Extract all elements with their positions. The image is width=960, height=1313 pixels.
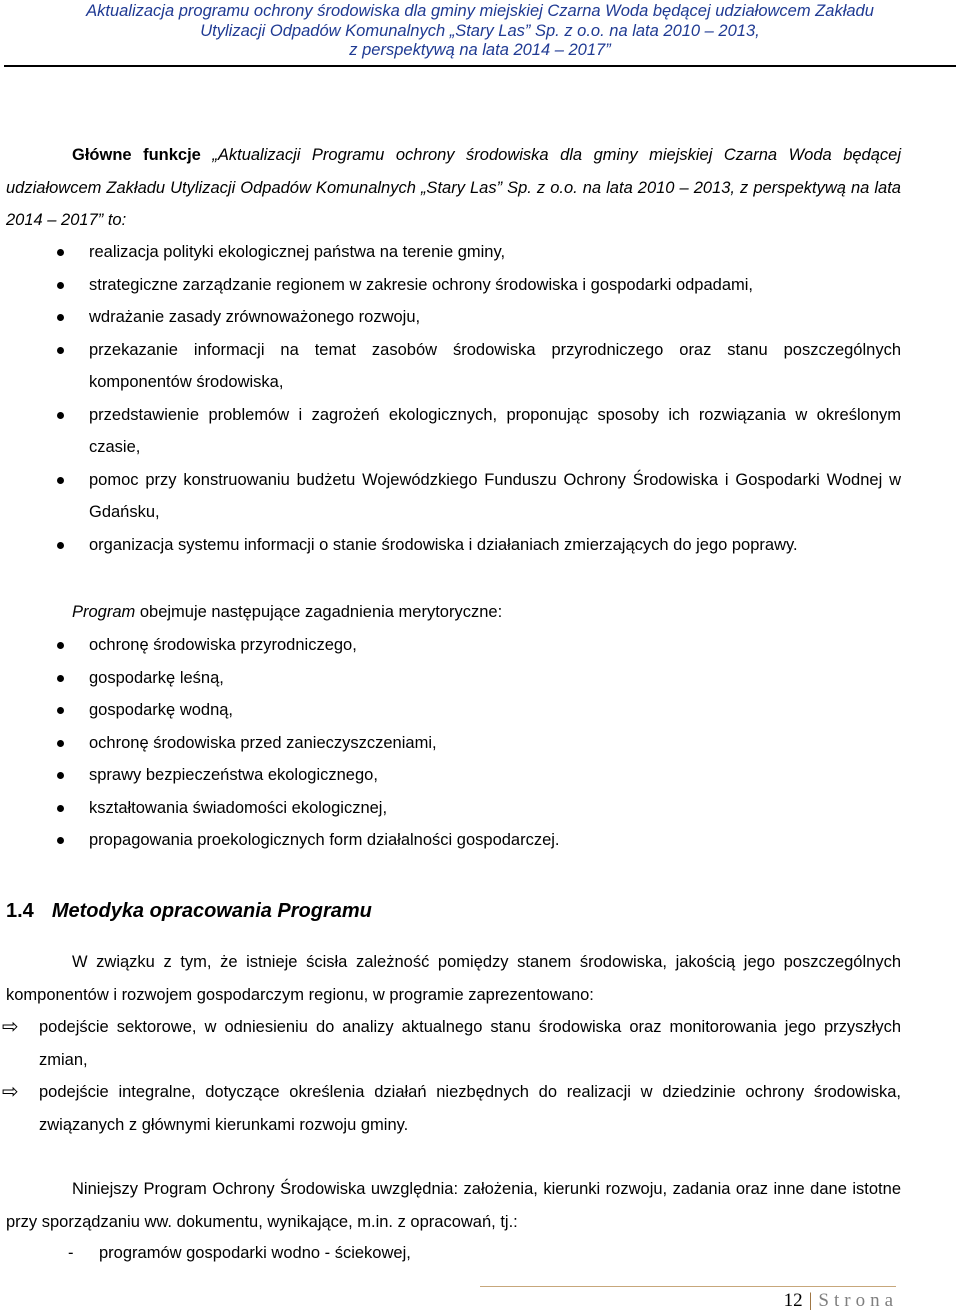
bullet-icon bbox=[57, 477, 64, 484]
section-heading bbox=[6, 895, 372, 927]
topic-item-text: propagowania proekologicznych form działalności gospodarczej. bbox=[89, 831, 560, 849]
page-number: 12 bbox=[783, 1290, 803, 1311]
bullet-icon bbox=[57, 675, 64, 682]
topic-item bbox=[6, 824, 901, 857]
closing-paragraph bbox=[6, 1173, 901, 1238]
topic-item-text: gospodarkę leśną, bbox=[89, 668, 224, 687]
approaches-list bbox=[2, 1011, 901, 1141]
method-text: W związku z tym, że istnieje ścisła zależność pomiędzy stanem środowiska, jakością jego poszczególnych komponentów i rozwojem gospodarczym regionu, w programie zaprezentowano: bbox=[6, 953, 901, 1004]
closing-text: Niniejszy Program Ochrony Środowiska uwzględnia: założenia, kierunki rozwoju, zadania oraz inne dane istotne przy sporządzaniu ww. dokumentu, wynikające, m.in. z opracowań, tj.: bbox=[6, 1180, 901, 1231]
topics-list bbox=[6, 629, 901, 857]
intro-paragraph bbox=[6, 139, 901, 237]
intro-italic: „Aktualizacji Programu ochrony środowiska dla gminy miejskiej Czarna Woda będącej udziałowcem Zakładu Utylizacji Odpadów Komunalnych „Stary Las” Sp. z o.o. na lata 2010 – 2013, z perspektywą na lata 2014 – 2017” to: bbox=[6, 146, 901, 229]
dash-item-text: programów gospodarki wodno - ściekowej, bbox=[99, 1244, 411, 1262]
arrow-icon: ⇨ bbox=[2, 1016, 19, 1038]
topic-item bbox=[6, 662, 901, 695]
function-item-text: przedstawienie problemów i zagrożeń ekologicznych, proponując sposoby ich rozwiązania w określonym czasie, bbox=[89, 405, 901, 456]
program-intro-rest: obejmuje następujące zagadnienia merytoryczne: bbox=[135, 603, 503, 621]
function-item bbox=[6, 269, 901, 302]
topic-item-text: ochronę środowiska przed zanieczyszczeniami, bbox=[89, 733, 437, 752]
bullet-icon bbox=[57, 542, 64, 549]
program-word: Program bbox=[72, 603, 136, 621]
function-item-text: organizacja systemu informacji o stanie środowiska i działaniach zmierzających do jego poprawy. bbox=[89, 535, 798, 554]
bullet-icon bbox=[57, 412, 64, 419]
topic-item bbox=[6, 759, 901, 792]
method-paragraph bbox=[6, 946, 901, 1011]
bullet-icon bbox=[57, 642, 64, 649]
function-item bbox=[6, 529, 901, 562]
bullet-icon bbox=[57, 740, 64, 747]
topic-item-text: gospodarkę wodną, bbox=[89, 701, 234, 719]
function-item bbox=[6, 399, 901, 464]
function-item bbox=[6, 334, 901, 399]
approach-item bbox=[2, 1076, 901, 1141]
bullet-icon bbox=[57, 805, 64, 812]
approach-text: podejście sektorowe, w odniesieniu do analizy aktualnego stanu środowiska oraz monitorowania jego przyszłych zmian, bbox=[39, 1018, 901, 1069]
function-item bbox=[6, 464, 901, 529]
program-intro bbox=[6, 596, 960, 629]
function-item bbox=[6, 236, 901, 269]
page-footer bbox=[784, 1289, 898, 1313]
function-item-text: przekazanie informacji na temat zasobów środowiska przyrodniczego oraz stanu poszczególnych komponentów środowiska, bbox=[89, 340, 901, 391]
bullet-icon bbox=[57, 314, 64, 321]
approach-text: podejście integralne, dotyczące określenia działań niezbędnych do realizacji w dziedzinie ochrony środowiska, związanych z głównymi kierunkami rozwoju gminy. bbox=[39, 1083, 901, 1134]
bullet-icon bbox=[57, 837, 64, 844]
function-item-text: realizacja polityki ekologicznej państwa na terenie gminy, bbox=[89, 243, 506, 261]
function-item-text: strategiczne zarządzanie regionem w zakresie ochrony środowiska i gospodarki odpadami, bbox=[89, 275, 754, 294]
topic-item bbox=[6, 694, 901, 727]
header-line-1: Aktualizacja programu ochrony środowiska dla gminy miejskiej Czarna Woda będącej udziałowcem Zakładu bbox=[86, 2, 874, 20]
footer-separator: | bbox=[808, 1290, 813, 1311]
intro-bold: Główne funkcje bbox=[72, 146, 201, 164]
page-header bbox=[0, 2, 960, 61]
topic-item bbox=[6, 629, 901, 662]
functions-list bbox=[6, 236, 901, 561]
arrow-icon: ⇨ bbox=[2, 1081, 19, 1103]
topic-item bbox=[6, 792, 901, 825]
footer-divider bbox=[480, 1286, 896, 1287]
dash-list-item bbox=[68, 1237, 411, 1270]
function-item bbox=[6, 301, 901, 334]
section-number: 1.4 bbox=[6, 900, 34, 922]
topic-item-text: kształtowania świadomości ekologicznej, bbox=[89, 798, 388, 817]
topic-item-text: sprawy bezpieczeństwa ekologicznego, bbox=[89, 766, 378, 784]
bullet-icon bbox=[57, 282, 64, 289]
section-title: Metodyka opracowania Programu bbox=[51, 900, 372, 922]
function-item-text: pomoc przy konstruowaniu budżetu Wojewódzkiego Funduszu Ochrony Środowiska i Gospodarki Wodnej w Gdańsku, bbox=[89, 470, 901, 521]
bullet-icon bbox=[57, 249, 64, 256]
header-divider bbox=[4, 65, 956, 67]
function-item-text: wdrażanie zasady zrównoważonego rozwoju, bbox=[89, 308, 421, 326]
dash-marker: - bbox=[68, 1244, 74, 1262]
footer-label: Strona bbox=[818, 1290, 898, 1311]
bullet-icon bbox=[57, 707, 64, 714]
header-line-2: Utylizacji Odpadów Komunalnych „Stary Las” Sp. z o.o. na lata 2010 – 2013, bbox=[200, 21, 760, 40]
topic-item bbox=[6, 727, 901, 760]
bullet-icon bbox=[57, 772, 64, 779]
topic-item-text: ochronę środowiska przyrodniczego, bbox=[89, 636, 357, 654]
bullet-icon bbox=[57, 347, 64, 354]
approach-item bbox=[2, 1011, 901, 1076]
header-line-3: z perspektywą na lata 2014 – 2017” bbox=[349, 41, 611, 59]
